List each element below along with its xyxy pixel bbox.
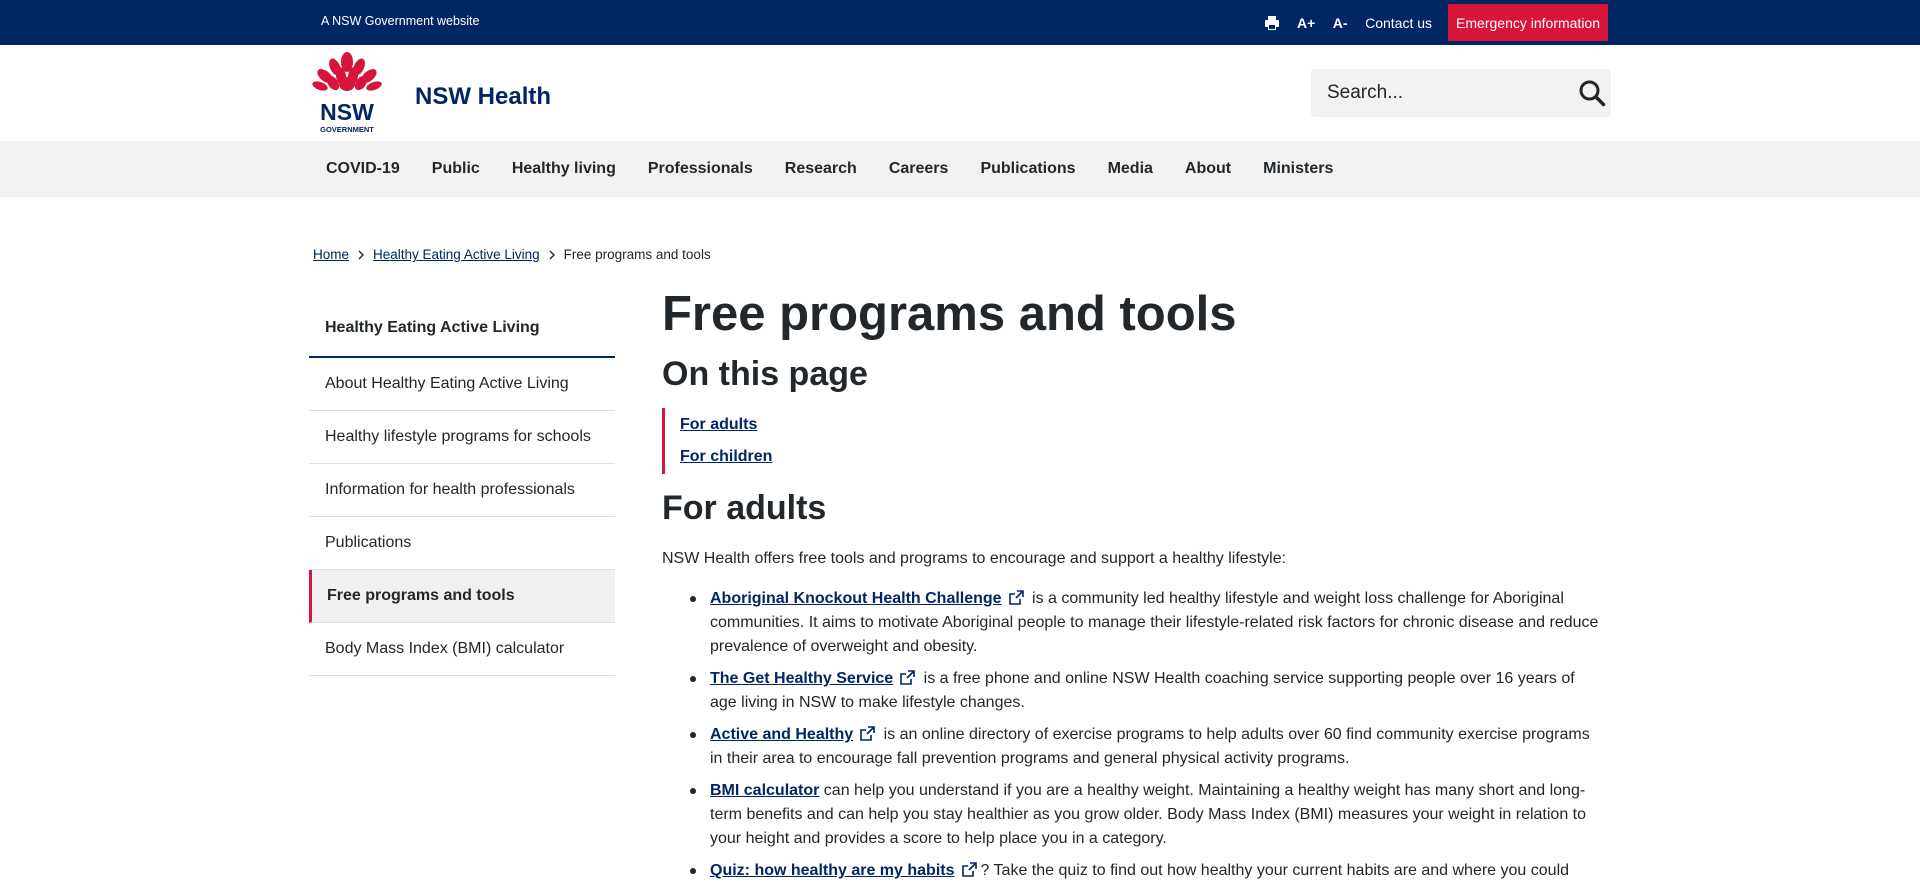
nav-item-careers[interactable]: Careers xyxy=(888,160,949,177)
external-link-icon xyxy=(899,670,915,686)
on-this-page-link-adults[interactable]: For adults xyxy=(680,416,758,433)
search-icon xyxy=(1578,79,1606,107)
external-link-icon xyxy=(859,726,875,742)
sidebar-heading[interactable]: Healthy Eating Active Living xyxy=(309,300,615,358)
nav-item-healthy-living[interactable]: Healthy living xyxy=(511,160,616,177)
list-item xyxy=(662,587,1602,659)
nav-item-publications[interactable]: Publications xyxy=(980,160,1076,177)
decrease-text-icon[interactable]: A- xyxy=(1332,14,1348,31)
sidebar-item-about-heal[interactable]: About Healthy Eating Active Living xyxy=(309,358,615,411)
on-this-page-list xyxy=(662,408,1602,474)
breadcrumb-home[interactable]: Home xyxy=(313,247,350,262)
intro-paragraph: NSW Health offers free tools and programs to encourage and support a healthy lifestyle: xyxy=(662,550,1287,567)
main-content xyxy=(662,282,1602,889)
sidebar-item-free-programs-tools[interactable]: Free programs and tools xyxy=(309,570,615,623)
program-link[interactable]: The Get Healthy Service xyxy=(710,670,894,687)
search-input[interactable] xyxy=(1311,69,1572,117)
for-adults-heading: For adults xyxy=(662,489,827,527)
breadcrumb xyxy=(313,247,711,262)
list-item xyxy=(662,779,1602,851)
svg-text:NSW: NSW xyxy=(320,99,374,125)
masthead-tools xyxy=(1255,4,1608,41)
program-link[interactable]: Active and Healthy xyxy=(710,726,854,743)
program-description: is an online directory of exercise programs to help adults over 60 find community exercise programs in their area to encourage fall prevention programs and general physical activity programs. xyxy=(710,726,1590,767)
contact-us-link[interactable]: Contact us xyxy=(1365,14,1433,31)
nav-item-ministers[interactable]: Ministers xyxy=(1263,160,1334,177)
print-icon[interactable] xyxy=(1255,4,1289,41)
search-button[interactable] xyxy=(1572,69,1611,117)
external-link-icon xyxy=(961,862,977,878)
program-description: ? Take the quiz to find out how healthy your current habits are and where you could xyxy=(980,862,1570,879)
site-name[interactable]: NSW Health xyxy=(415,83,552,110)
search-box xyxy=(1311,69,1611,117)
program-link[interactable]: BMI calculator xyxy=(710,782,820,799)
sidebar-navigation xyxy=(309,300,615,676)
sidebar-item-information-health-professionals[interactable]: Information for health professionals xyxy=(309,464,615,517)
breadcrumb-current: Free programs and tools xyxy=(563,247,711,262)
program-link[interactable]: Quiz: how healthy are my habits xyxy=(710,862,955,879)
chevron-right-icon xyxy=(548,250,556,260)
sidebar-item-publications[interactable]: Publications xyxy=(309,517,615,570)
list-item xyxy=(662,667,1602,715)
nsw-government-logo[interactable] xyxy=(311,52,383,135)
nav-item-covid-19[interactable]: COVID-19 xyxy=(326,160,400,177)
external-link-icon xyxy=(1008,590,1024,606)
on-this-page-link-children[interactable]: For children xyxy=(680,448,773,465)
chevron-right-icon xyxy=(357,250,365,260)
program-description: can help you understand if you are a healthy weight. Maintaining a healthy weight has many short and long-term benefits and can help you stay healthier as you grow older. Body Mass Index (BMI) measures your weight in relation to your height and provides a score to help place you in a category. xyxy=(710,782,1586,847)
on-this-page-heading: On this page xyxy=(662,355,868,393)
nav-item-research[interactable]: Research xyxy=(784,160,857,177)
programs-list xyxy=(662,587,1602,883)
sidebar-item-bmi-calculator[interactable]: Body Mass Index (BMI) calculator xyxy=(309,623,615,676)
header xyxy=(0,45,1920,141)
gov-label: A NSW Government website xyxy=(321,14,480,28)
list-item xyxy=(662,723,1602,771)
nav-item-professionals[interactable]: Professionals xyxy=(647,160,753,177)
emergency-information-button[interactable]: Emergency information xyxy=(1448,4,1608,41)
masthead xyxy=(0,0,1920,45)
increase-text-icon[interactable]: A+ xyxy=(1296,14,1316,31)
svg-text:GOVERNMENT: GOVERNMENT xyxy=(320,125,374,134)
nav-item-about[interactable]: About xyxy=(1184,160,1232,177)
program-link[interactable]: Aboriginal Knockout Health Challenge xyxy=(710,590,1002,607)
sidebar-item-healthy-lifestyle-programs[interactable]: Healthy lifestyle programs for schools xyxy=(309,411,615,464)
nav-item-media[interactable]: Media xyxy=(1107,160,1153,177)
program-description: is a community led healthy lifestyle and weight loss challenge for Aboriginal communities. It aims to motivate Aboriginal people to manage their lifestyle-related risk factors for chronic disease and reduce prevalence of overweight and obesity. xyxy=(710,590,1599,655)
nav-item-public[interactable]: Public xyxy=(431,160,480,177)
program-description: is a free phone and online NSW Health coaching service supporting people over 16 years of age living in NSW to make lifestyle changes. xyxy=(710,670,1575,711)
main-navigation xyxy=(0,141,1920,197)
breadcrumb-parent[interactable]: Healthy Eating Active Living xyxy=(373,247,540,262)
page-title: Free programs and tools xyxy=(662,287,1237,341)
list-item xyxy=(662,859,1602,883)
